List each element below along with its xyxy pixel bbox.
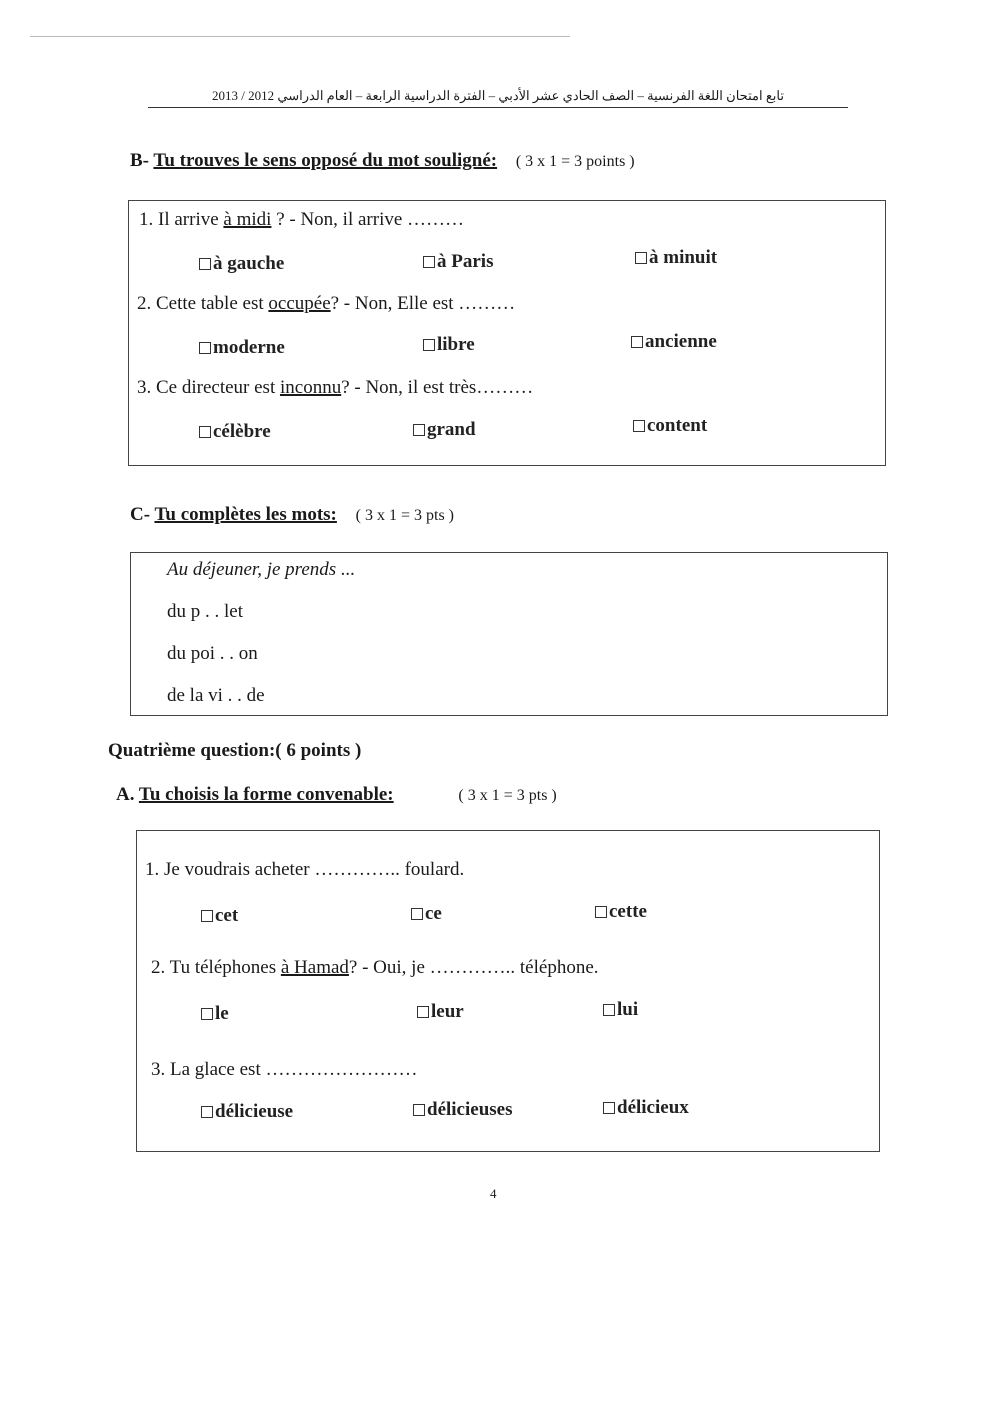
section-a-question-2: 2. Tu téléphones à Hamad? - Oui, je ………….. téléphone. [151,957,599,978]
checkbox-icon [423,256,435,268]
option-checkbox[interactable]: le [201,1003,229,1025]
word-item: du poi . . on [167,643,258,664]
question-4-title: Quatrième question:( 6 points ) [108,740,362,761]
option-checkbox[interactable]: cet [201,905,238,927]
checkbox-icon [411,908,423,920]
exam-header: تابع امتحان اللغة الفرنسية – الصف الحادي عشر الأدبي – الفترة الدراسية الرابعة – العام الدراسي 2012 / 2013 [148,88,848,108]
checkbox-icon [201,1106,213,1118]
checkbox-icon [603,1102,615,1114]
option-checkbox[interactable]: ancienne [631,331,717,353]
option-checkbox[interactable]: célèbre [199,421,271,443]
checkbox-icon [633,420,645,432]
checkbox-icon [199,258,211,270]
checkbox-icon [199,426,211,438]
page-number: 4 [490,1186,497,1201]
section-b-question-1: 1. Il arrive à midi ? - Non, il arrive ……… [139,209,465,230]
section-a-points: ( 3 x 1 = 3 pts ) [458,787,557,804]
option-checkbox[interactable]: grand [413,419,476,441]
section-a-box [136,830,880,1152]
scan-noise-line [30,36,570,37]
option-checkbox[interactable]: moderne [199,337,285,359]
option-checkbox[interactable]: lui [603,999,638,1021]
option-checkbox[interactable]: à minuit [635,247,717,269]
word-item: de la vi . . de [167,685,265,706]
option-checkbox[interactable]: ce [411,903,442,925]
checkbox-icon [201,1008,213,1020]
checkbox-icon [631,336,643,348]
checkbox-icon [423,339,435,351]
section-a-question-1: 1. Je voudrais acheter ………….. foulard. [145,859,465,880]
checkbox-icon [417,1006,429,1018]
section-c-points: ( 3 x 1 = 3 pts ) [355,507,454,524]
section-c-box [130,552,888,716]
option-checkbox[interactable]: à Paris [423,251,493,273]
checkbox-icon [603,1004,615,1016]
checkbox-icon [413,424,425,436]
option-checkbox[interactable]: leur [417,1001,464,1023]
option-checkbox[interactable]: délicieux [603,1097,689,1119]
section-a-question-3: 3. La glace est …………………… [151,1059,418,1080]
option-checkbox[interactable]: libre [423,334,475,356]
section-b-title: B- Tu trouves le sens opposé du mot souligné: ( 3 x 1 = 3 points ) [130,150,635,171]
option-checkbox[interactable]: content [633,415,707,437]
section-a-title: A. Tu choisis la forme convenable: ( 3 x 1 = 3 pts ) [116,784,557,805]
section-b-box [128,200,886,466]
checkbox-icon [635,252,647,264]
checkbox-icon [199,342,211,354]
checkbox-icon [201,910,213,922]
checkbox-icon [413,1104,425,1116]
section-b-question-3: 3. Ce directeur est inconnu? - Non, il est très……… [137,377,534,398]
section-b-question-2: 2. Cette table est occupée? - Non, Elle est ……… [137,293,516,314]
section-b-points: ( 3 x 1 = 3 points ) [515,153,635,170]
checkbox-icon [595,906,607,918]
section-c-title: C- Tu complètes les mots: ( 3 x 1 = 3 pts ) [130,504,454,525]
option-checkbox[interactable]: délicieuse [201,1101,293,1123]
option-checkbox[interactable]: délicieuses [413,1099,513,1121]
option-checkbox[interactable]: cette [595,901,647,923]
option-checkbox[interactable]: à gauche [199,253,284,275]
word-item: du p . . let [167,601,243,622]
section-c-intro: Au déjeuner, je prends ... [167,559,356,580]
